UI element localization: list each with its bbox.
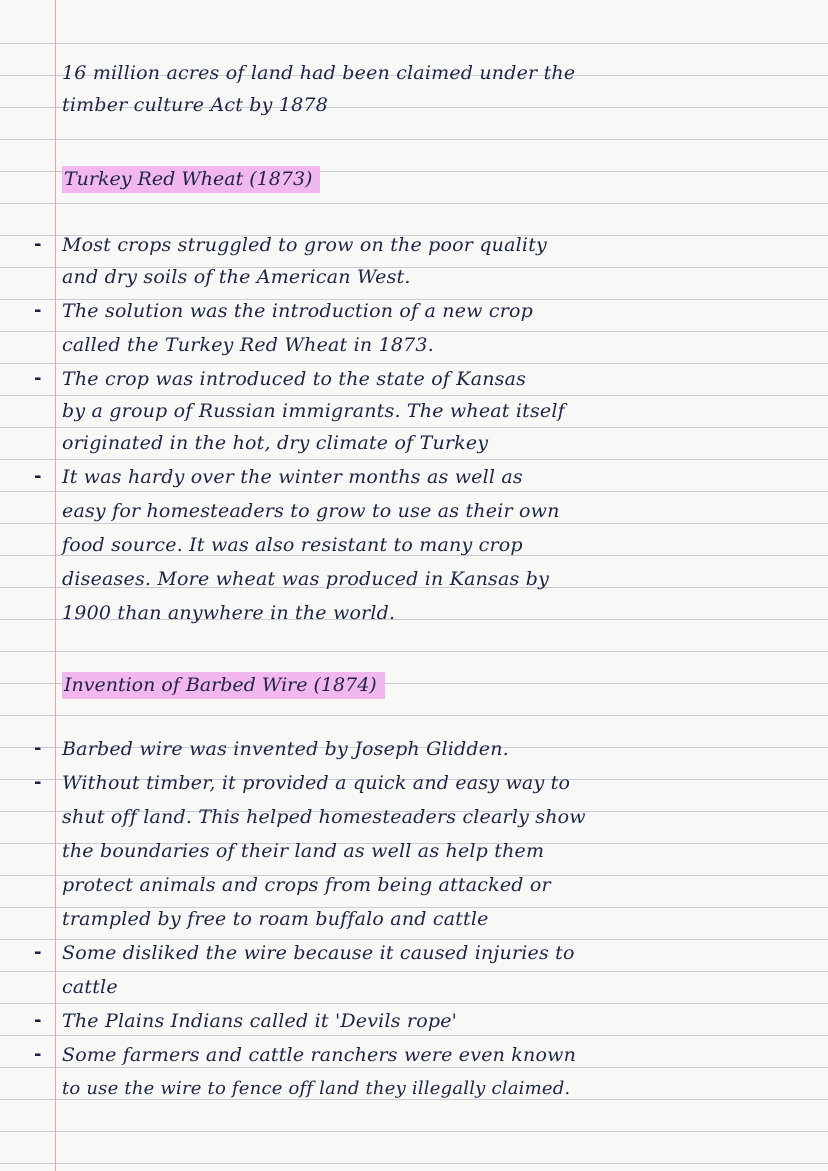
section2-line-7: Some disliked the wire because it caused injuries to <box>62 942 575 964</box>
bullet-4: - <box>34 466 42 487</box>
bullet-3: - <box>34 368 42 389</box>
section1-line-4: called the Turkey Red Wheat in 1873. <box>62 334 434 356</box>
bullet-5: - <box>34 738 42 759</box>
section-heading-turkey-red-wheat: Turkey Red Wheat (1873) <box>62 166 320 193</box>
section-heading-barbed-wire: Invention of Barbed Wire (1874) <box>62 672 385 699</box>
intro-line-2: timber culture Act by 1878 <box>62 94 328 116</box>
section1-line-2: and dry soils of the American West. <box>62 266 411 288</box>
section1-line-6: by a group of Russian immigrants. The wheat itself <box>62 400 565 422</box>
bullet-9: - <box>34 1044 42 1065</box>
section1-line-7: originated in the hot, dry climate of Turkey <box>62 432 489 454</box>
section1-line-5: The crop was introduced to the state of Kansas <box>62 368 527 390</box>
section2-line-1: Barbed wire was invented by Joseph Glidden. <box>62 738 509 760</box>
section2-line-10: Some farmers and cattle ranchers were even known <box>62 1044 576 1066</box>
section1-line-3: The solution was the introduction of a new crop <box>62 300 533 322</box>
section2-line-6: trampled by free to roam buffalo and cattle <box>62 908 489 930</box>
section1-line-9: easy for homesteaders to grow to use as their own <box>62 500 560 522</box>
bullet-1: - <box>34 234 42 255</box>
section1-line-8: It was hardy over the winter months as well as <box>62 466 523 488</box>
section2-line-5: protect animals and crops from being attacked or <box>62 874 551 896</box>
section2-line-11: to use the wire to fence off land they illegally claimed. <box>62 1078 571 1099</box>
section2-line-3: shut off land. This helped homesteaders clearly show <box>62 806 586 828</box>
section1-line-10: food source. It was also resistant to many crop <box>62 534 523 556</box>
intro-line-1: 16 million acres of land had been claimed under the <box>62 62 576 84</box>
bullet-8: - <box>34 1010 42 1031</box>
section1-line-12: 1900 than anywhere in the world. <box>62 602 396 624</box>
section2-line-8: cattle <box>62 976 118 998</box>
bullet-6: - <box>34 772 42 793</box>
section2-line-2: Without timber, it provided a quick and easy way to <box>62 772 571 794</box>
margin-line <box>55 0 56 1171</box>
bullet-2: - <box>34 300 42 321</box>
bullet-7: - <box>34 942 42 963</box>
section2-line-4: the boundaries of their land as well as help them <box>62 840 545 862</box>
section1-line-1: Most crops struggled to grow on the poor quality <box>62 234 547 256</box>
section1-line-11: diseases. More wheat was produced in Kansas by <box>62 568 550 590</box>
section2-line-9: The Plains Indians called it 'Devils rope' <box>62 1010 458 1032</box>
